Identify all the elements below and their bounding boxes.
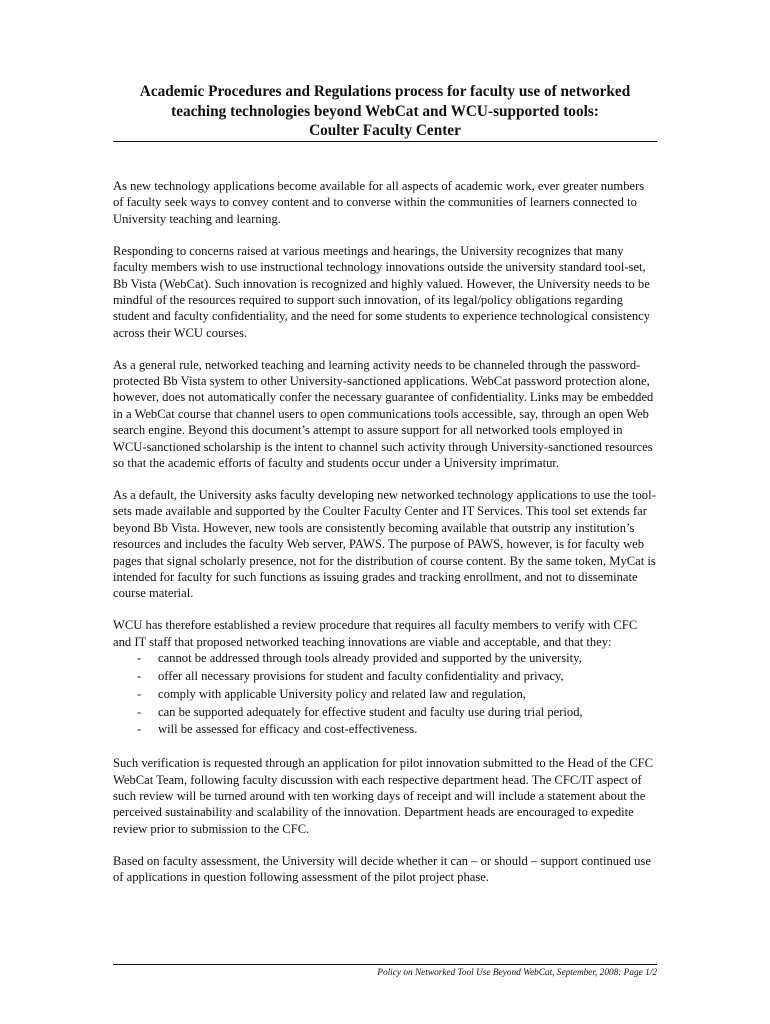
paragraph-intro: As new technology applications become available for all aspects of academic work, ever greater numbers of faculty seek ways to convey content and to converse within the communities of learners connected to University teaching and learning. [113, 179, 645, 226]
requirements-list [113, 650, 657, 739]
page-footer: Policy on Networked Tool Use Beyond WebCat, September, 2008: Page 1/2 [377, 968, 657, 978]
bullet-dash: - [137, 722, 142, 737]
footer-divider [113, 964, 657, 965]
title-line-2: teaching technologies beyond WebCat and WCU-supported tools: [171, 102, 599, 120]
bullet-dash: - [137, 704, 142, 719]
bullet-dash: - [137, 686, 142, 701]
bullet-dash: - [137, 668, 142, 683]
list-item-text: offer all necessary provisions for student and faculty confidentiality and privacy, [158, 668, 564, 683]
bullet-dash: - [137, 651, 142, 666]
title-divider [113, 141, 657, 142]
paragraph-concerns: Responding to concerns raised at various meetings and hearings, the University recognizes that many faculty members wish to use instructional technology innovations outside the university standard tool-set, Bb Vista (WebCat). Such innovation is recognized and highly valued. However, the University needs to be mindful of the resources required to support such innovation, of its legal/policy obligations regarding student and faculty confidentiality, and the need for some students to experience technological consistency across their WCU courses. [113, 243, 651, 340]
document-body [113, 178, 657, 901]
title-line-3: Coulter Faculty Center [309, 122, 461, 139]
list-item [113, 721, 657, 739]
list-item-text: comply with applicable University policy and related law and regulation, [158, 686, 526, 701]
list-item-text: cannot be addressed through tools already provided and supported by the university, [158, 651, 582, 666]
list-item [113, 650, 657, 668]
list-item [113, 704, 657, 722]
paragraph-verification: Such verification is requested through an application for pilot innovation submitted to the Head of the CFC WebCat Team, following faculty discussion with each respective department head. The CFC/IT aspect of such review will be turned around with ten working days of receipt and will include a statement about the perceived sustainability and scalability of the innovation. Department heads are encouraged to expedite review prior to submission to the CFC. [113, 756, 654, 836]
paragraph-assessment: Based on faculty assessment, the University will decide whether it can – or should – support continued use of applications in question following assessment of the pilot project phase. [113, 853, 651, 885]
list-item-text: will be assessed for efficacy and cost-effectiveness. [158, 722, 418, 737]
list-item-text: can be supported adequately for effective student and faculty use during trial period, [158, 704, 583, 719]
paragraph-default: As a default, the University asks faculty developing new networked technology applications to use the tool-sets made available and supported by the Coulter Faculty Center and IT Services. This tool set extends far beyond Bb Vista. However, new tools are consistently becoming available that outstrip any institution’s resources and includes the faculty Web server, PAWS. The purpose of PAWS, however, is for faculty web pages that signal scholarly presence, not for the distribution of course content. By the same token, MyCat is intended for faculty for such functions as issuing grades and tracking enrollment, and not to disseminate course material. [113, 488, 656, 601]
list-item [113, 668, 657, 686]
paragraph-general-rule: As a general rule, networked teaching and learning activity needs to be channeled through the password-protected Bb Vista system to other University-sanctioned applications. WebCat password protection alone, however, does not automatically confer the necessary guarantee of confidentiality. Links may be embedded in a WebCat course that channel users to open communications tools accessible, say, through an open Web search engine. Beyond this document’s attempt to assure support for all networked tools employed in WCU-sanctioned scholarship is the intent to channel such activity through University-sanctioned resources so that the academic efforts of faculty and students occur under a University imprimatur. [113, 357, 654, 471]
paragraph-review-procedure: WCU has therefore established a review procedure that requires all faculty members to verify with CFC and IT staff that proposed networked teaching innovations are viable and acceptable, and that they: [113, 618, 638, 649]
document-title [113, 82, 657, 141]
list-item [113, 686, 657, 704]
title-line-1: Academic Procedures and Regulations process for faculty use of networked [139, 83, 631, 100]
